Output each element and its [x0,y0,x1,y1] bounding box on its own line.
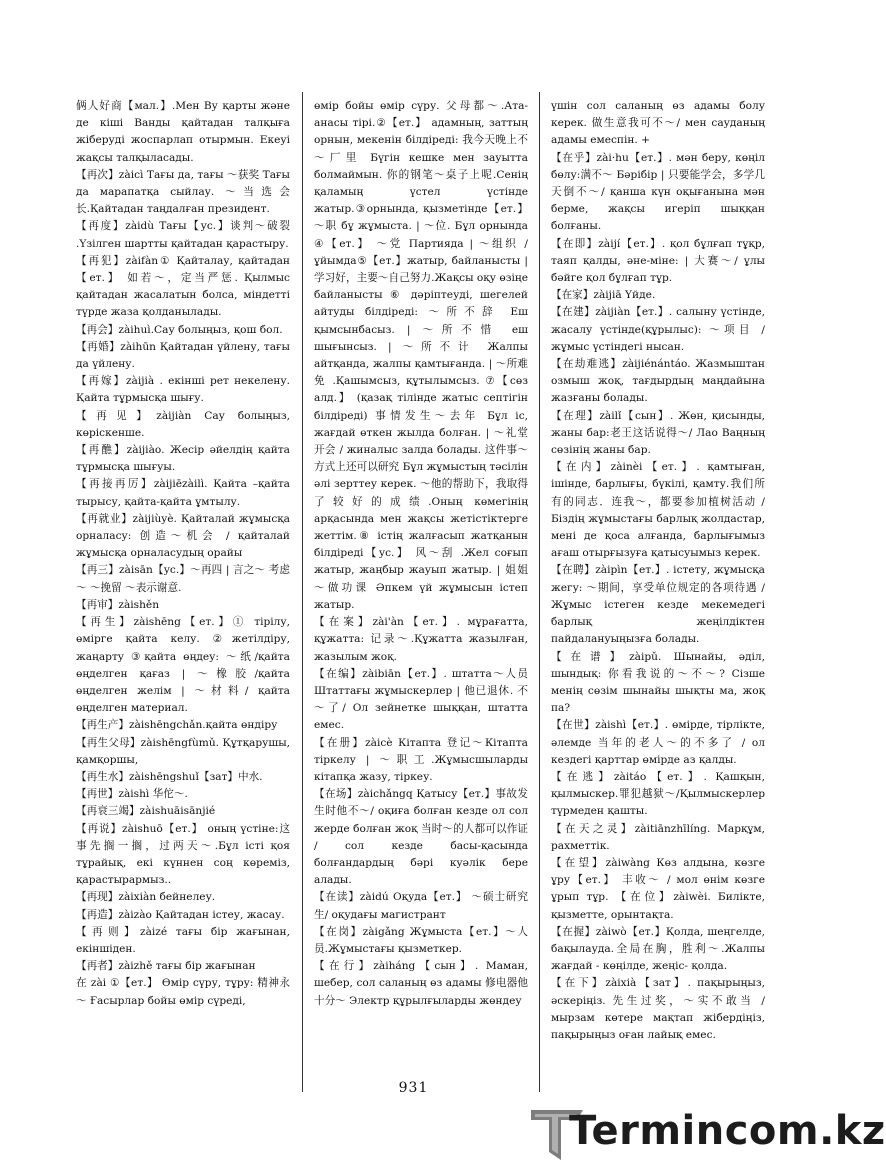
dictionary-entry: 【在握】zàiwò【ет.】Қолда, шеңгелде, бақылауда.全局在胸，胜利～.Жалпы жағдай - көңілде, жеңіс- қолда. [551,925,765,973]
dictionary-entry: 【再犯】zàifàn① Қайталау, қайтадан【ет.】 如若～，定当严惩. Қылмыс қайтадан жасалатын болса, міндетті түрде жаза қолданылады. [76,254,290,319]
dictionary-entry: 【在岗】zàigǎng Жұмыста【ет.】～人员.Жұмыстағы қызметкер. [314,925,528,955]
page-number: 931 [398,1080,429,1096]
dictionary-entry: үшін сол саланың өз адамы болу керек. 做生意我可不～/ мен сауданың адамы емеспін. + [551,100,765,147]
dictionary-entry: өмір бойы өмір сүру. 父母都～.Ата-анасы тірі.②【ет.】 адамның, заттың орнын, мекенін білдіреді: 我今天晚上不～厂里 Бүгін кешке мен зауытта болмаймын. 你的钢笔～桌子上呢.Сенің қаламың үстел үстінде жатыр.③орнында, қызметінде【ет.】～职 бұ жұмыста. | ～位. Бұл орнында ④【ет.】 ～党 Партияда | ～组织 / ұйымда⑤【ет.】жатыр, байланысты | 学习好，主要～自己努力.Жақсы оқу өзіңе байланысты ⑥ дәріптеуді, шегелей айтуды білдіреді: ～所不辞 Еш қымсынбасыз. | ～所不惜 еш шығынсыз. | ～所不计 Жалпы айтқанда, жалпы қамтығанда. | ～所难免 .Қашымсыз, құтылымсыз. ⑦【сөз алд.】 (қазақ тілінде жатыс септігін білдіреді) 事情发生～去年 Бұл іс, жағдай өткен жылда болған. | ～礼堂开会 / жиналыс залда болады. 这件事～方式上还可以研究 Бұл жұмыстың тәсілін әлі зерттеу керек. ～他的帮助下，我取得了较好的成绩.Оның көмегінің арқасында мен жақсы жетістіктерге жеттім.⑧ істің жалғасып жатқанын білдіреді【ус.】 风～刮 .Жел соғып жатыр, жаңбыр жауып жатыр. | 姐姐～做功课 Әпкем үй жұмысын істеп жатыр. [314,100,528,611]
dictionary-entry: 【在乎】zài·hu【ет.】. мән беру, көңіл бөлу:满不～ Бәрібір | 只要能学会，多学几天倒不～/ қанша күн оқығанына мән берме, жақсы игеріп шыққан болғаны. [551,151,765,233]
dictionary-entry: 【再说】zàishuō【ет.】 оның үстіне:这事先搁一搁，过两天～.Бұл істі қоя тұрайық, екі күннен соң көреміз, қарастырармыз.. [76,822,290,887]
logo-text: Termincom.kz [569,1108,886,1154]
dictionary-entry: 【在世】zàishì【ет.】. өмірде, тірлікте, әлемде 当年的老人～的不多了 / ол кездегі қарттар өмірде аз қалды. [551,719,765,766]
dictionary-entry: 【再醮】zàijiào. Жесір әйелдің қайта тұрмысқа шығуы. [76,444,290,474]
dictionary-entry: 【在场】zàichǎngq Қатысу【ет.】事故发生时他不～/ оқиға болған кезде ол сол жерде болған жоқ 当时～的人都可以作证 / сол кезде басы-қасында болғандардың бәрі куәлік бере алады. [314,788,528,887]
dictionary-entry: 【在册】zàicè Кітапта 登记～Кітапта тіркелу | ～职工.Жұмысшыларды кітапқа жазу, тіркеу. [314,736,528,783]
dictionary-entry: 【再生产】zàishēngchǎn.қайта өндіру [76,719,278,732]
dictionary-entry: 【再见】zàijiàn Сау болыңыз, көріскенше. [76,409,290,439]
dictionary-entry: 【在聘】zàipìn【ет.】. істету, жұмысқа жегу: ～期间，享受单位规定的各项待遇 / Жұмыс істеген кезде мекемедегі барлық жеңілдіктен пайдалануыңызға болады. [551,564,765,646]
dictionary-entry: 俩人好商【мал.】.Мен Ву қарты және де кіші Ванды қайтадан талқыға жіберуді жоспарлап отырмын. Екеуі жақсы талқыласады. [76,100,290,164]
dictionary-entry: 【再造】zàizào Қайтадан істеу, жасау. [76,908,285,921]
dictionary-entry: 【再生】zàishēng【ет.】① тірілу, өмірге қайта келу. ②жетілдіру, жаңарту ③қайта өңдеу: ～纸/қайта өңделген қағаз | ～橡胶/қайта өңделген желім | ～材料/ қайта өңделген материал. [76,616,290,715]
dictionary-entry: 【再会】zàihuì.Сау болыңыз, қош бол. [76,323,283,336]
dictionary-entry: 【再婚】zàihūn Қайтадан үйлену, тағы да үйлену. [76,340,290,371]
dictionary-entry: 【再就业】zàijiùyè. Қайталай жұмысқа орналасу: 创造～机会 / қайталай жұмысқа орналасудың орайы [76,512,290,560]
column-divider-1 [302,92,303,1092]
dictionary-column-2 [314,98,528,1010]
dictionary-entry: 【再接再厉】zàijiēzàilì. Қайта –қайта тырысу, қайта-қайта ұмтылу. [76,478,290,508]
dictionary-entry: 【再生父母】zàishēngfùmǔ. Құтқарушы, қамқоршы, [76,736,290,766]
dictionary-entry: 在 zài ①【ет.】 Өмір сүру, тұру: 精神永～ Ғасырлар бойы өмір сүреді, [76,977,290,1007]
dictionary-entry: 【再审】zàishěn [76,598,160,611]
dictionary-entry: 【再现】zàixiàn бейнелеу. [76,891,216,904]
dictionary-column-1 [76,98,290,1010]
dictionary-entry: 【再次】zàicì Тағы да, тағы ～获奖 Тағы да марапатқа сыйлау. ～当选会长.Қайтадан таңдалған президент. [76,168,290,216]
dictionary-entry: 【再者】zàizhě тағы бір жағынан [76,960,256,973]
dictionary-entry: 【在下】zàixià【зат】. пақырыңыз, әскеріңіз. 先生过奖，～实不敢当 / мырзам көтере мақтап жібердіңіз, пақырыңыз оған лайық емес. [551,977,765,1041]
termincom-logo[interactable] [527,1104,886,1164]
dictionary-entry: 【再生水】zàishēngshuǐ【зат】中水. [76,770,263,783]
dictionary-entry: 【在逃】zàitáo【ет.】. Қашқын, қылмыскер.罪犯越狱～/Қылмыскерлер түрмеден қашты. [551,770,765,818]
dictionary-entry: 【在谱】zàipǔ. Шынайы, әділ, шындық: 你看我说的～不～? Сізше менің сөзім шынайы шықты ма, жоқ па? [551,650,765,715]
dictionary-entry: 【在编】zàibiān【ет.】. штатта～人员 Штаттағы жұмыскерлер | 他已退休. 不～了/ Ол зейнетке шыққан, штатта емес. [314,667,528,732]
dictionary-column-3 [551,98,765,1044]
dictionary-entry: 【再嫁】zàijià . екінші рет некелену. Қайта тұрмысқа шығу. [76,375,290,405]
column-divider-2 [539,92,540,1092]
dictionary-entry: 【在即】zàijí【ет.】. қол бұлғап тұқр, таяп қалды, әне-міне: | 大赛～/ ұлы бәйге қол бұлғап тұр. [551,237,765,285]
dictionary-entry: 【在家】zàijiā Үйде. [551,289,656,302]
dictionary-entry: 【再则】zàizé тағы бір жағынан, екіншіден. [76,925,290,955]
dictionary-entry: 【在天之灵】zàitiānzhīlíng. Марқұм, рахметтік. [551,822,765,852]
dictionary-entry: 【在劫难逃】zàijiénántáo. Жазмыштан озмыш жоқ, тағдырдың маңдайына жазғаны болады. [551,358,765,405]
dictionary-entry: 【在读】zàidú Оқуда【ет.】 ～硕士研究生/ оқудағы магистрант [314,891,528,921]
dictionary-entry: 【在理】zàilǐ【сын】. Жөн, қисынды, жаны бар:老王这话说得～/ Лао Ваңның сөзінің жаны бар. [551,409,765,457]
dictionary-entry: 【再三】zàisān【ус.】～再四 | 言之～ 考虑～ ～挽留 ～表示谢意. [76,564,290,594]
dictionary-entry: 【在望】zàiwàng Көз алдына, көзге ұру【ет.】 丰收～ / мол өнім көзге ұрып тұр. 【在位】zàiwèi. Билікте, қызметте, орынтақта. [551,856,765,921]
dictionary-entry: 【在建】zàijiàn【ет.】. салыну үстінде, жасалу үстінде(құрылыс): ～项目 / жұмыс үстіндегі нысан. [551,306,765,353]
dictionary-entry: 【在内】zàinèi【ет.】. қамтыған, ішінде, барлығы, бүкілі, қамту.我们所有的同志．连我～，都要参加植树活动 /Біздің жұмыстағы барлық жолдастар, мені де қоса алғанда, барлығымыз ағаш отырғызуға қатысуымыз керек. [551,461,765,560]
dictionary-entry: 【再世】zàishì 华佗～. [76,788,188,801]
dictionary-entry: 【再度】zàidù Тағы【ус.】谈判～破裂 .Үзілген шартты қайтадан қарастыру. [76,220,290,250]
dictionary-entry: 【再衰三竭】zàishuāisānjié [76,805,216,818]
dictionary-entry: 【在案】zài'àn【ет.】. мұрағатта, құжатта: 记录～.Құжатта жазылған, жазылым жоқ. [314,616,528,663]
dictionary-entry: 【在行】zàiháng【сын】. Маман, шебер, сол саланың өз адамы 修电器他十分～ Электр құрылғыларды жөндеу [314,960,528,1007]
